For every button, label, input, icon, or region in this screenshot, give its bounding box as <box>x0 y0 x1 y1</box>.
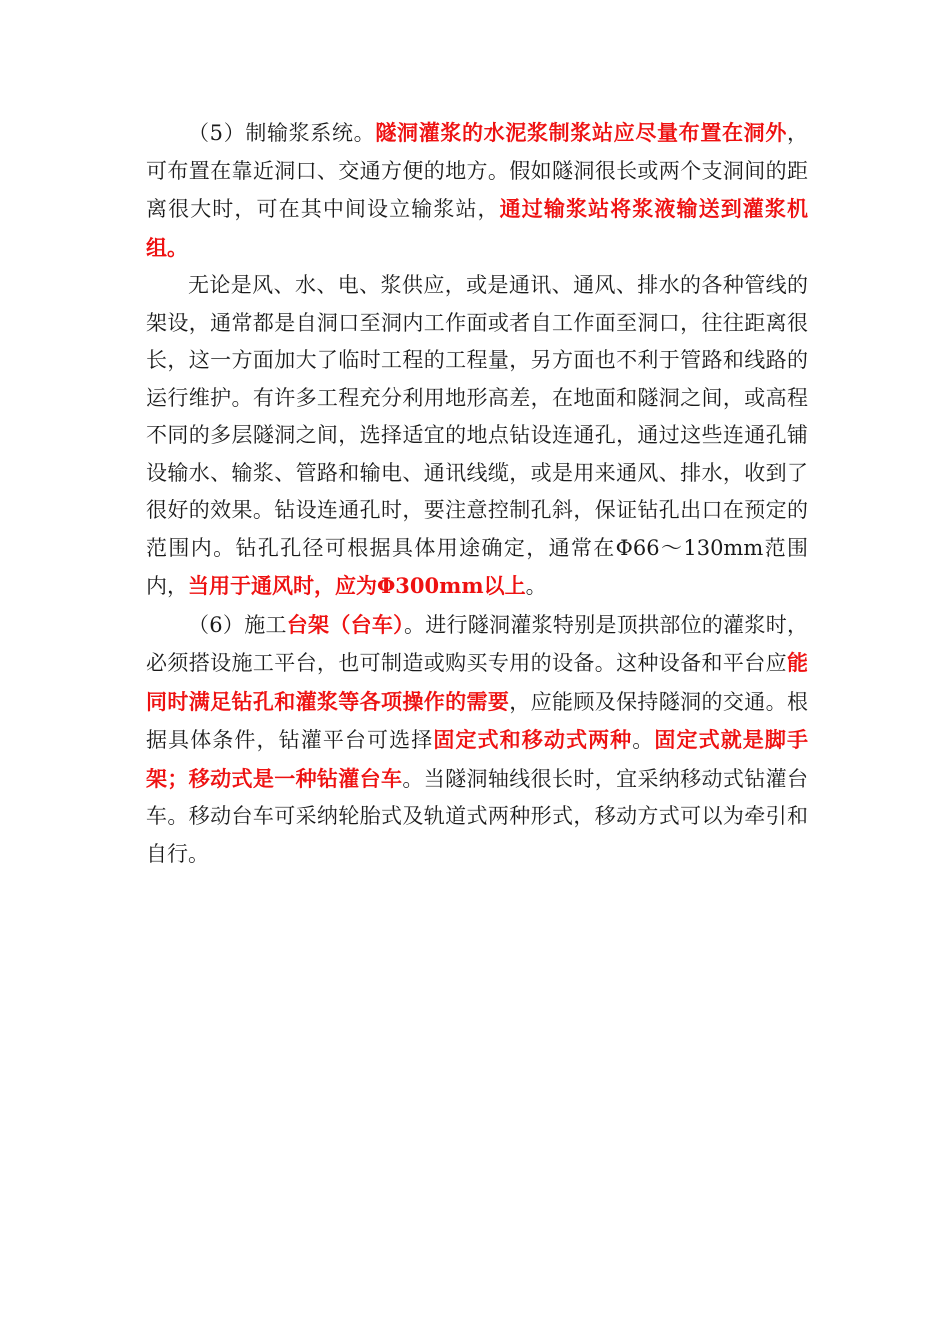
highlighted-text: 隧洞灌浆的水泥浆制浆站应尽量布置在洞外 <box>375 120 787 145</box>
highlighted-text: 固定式就是脚手架；移动式是一种钻灌台车 <box>146 727 809 791</box>
highlighted-text: 通过输浆站将浆液输送到灌浆机组。 <box>146 196 808 260</box>
text-run: ，应能顾及保持隧洞的交通。根据具体条件，钻灌平台可选择 <box>146 689 808 752</box>
paragraph-utility-lines <box>146 267 808 606</box>
document-body <box>146 114 808 873</box>
highlighted-text: 当用于通风时，应为Φ300mm以上 <box>188 573 526 598</box>
text-run: （5）制输浆系统。 <box>188 121 376 145</box>
paragraph-construction-platform <box>146 606 808 874</box>
text-run: ，可布置在靠近洞口、交通方便的地方。假如隧洞很长或两个支洞间的距离很大时，可在其中间设立输浆站， <box>146 121 808 221</box>
text-run: 无论是风、水、电、浆供应，或是通讯、通风、排水的各种管线的架设，通常都是自洞口至洞内工作面或者自工作面至洞口，往往距离很长，这一方面加大了临时工程的工程量，另方面也不利于管路和线路的运行维护。有许多工程充分利用地形高差，在地面和隧洞之间，或高程不同的多层隧洞之间，选择适宜的地点钻设连通孔，通过这些连通孔铺设输水、输浆、管路和输电、通讯线缆，或是用来通风、排水，收到了很好的效果。钻设连通孔时，要注意控制孔斜，保证钻孔出口在预定的范围内。钻孔孔径可根据具体用途确定，通常在Φ66～130mm范围内， <box>146 273 808 598</box>
text-run: 。进行隧洞灌浆特别是顶拱部位的灌浆时，必须搭设施工平台，也可制造或购买专用的设备。这种设备和平台应 <box>146 612 808 675</box>
highlighted-text: 能同时满足钻孔和灌浆等各项操作的需要 <box>146 650 808 714</box>
text-run: （6）施工 <box>188 612 287 637</box>
highlighted-text: 台架（台车） <box>286 611 404 637</box>
text-run: 。 <box>525 574 547 598</box>
paragraph-drilling-grout-system <box>146 114 808 267</box>
text-run: 。 <box>632 728 655 752</box>
highlighted-text: 固定式和移动式两种 <box>433 727 633 752</box>
text-run: 。当隧洞轴线很长时，宜采纳移动式钻灌台车。移动台车可采纳轮胎式及轨道式两种形式，移动方式可以为牵引和自行。 <box>146 766 809 866</box>
